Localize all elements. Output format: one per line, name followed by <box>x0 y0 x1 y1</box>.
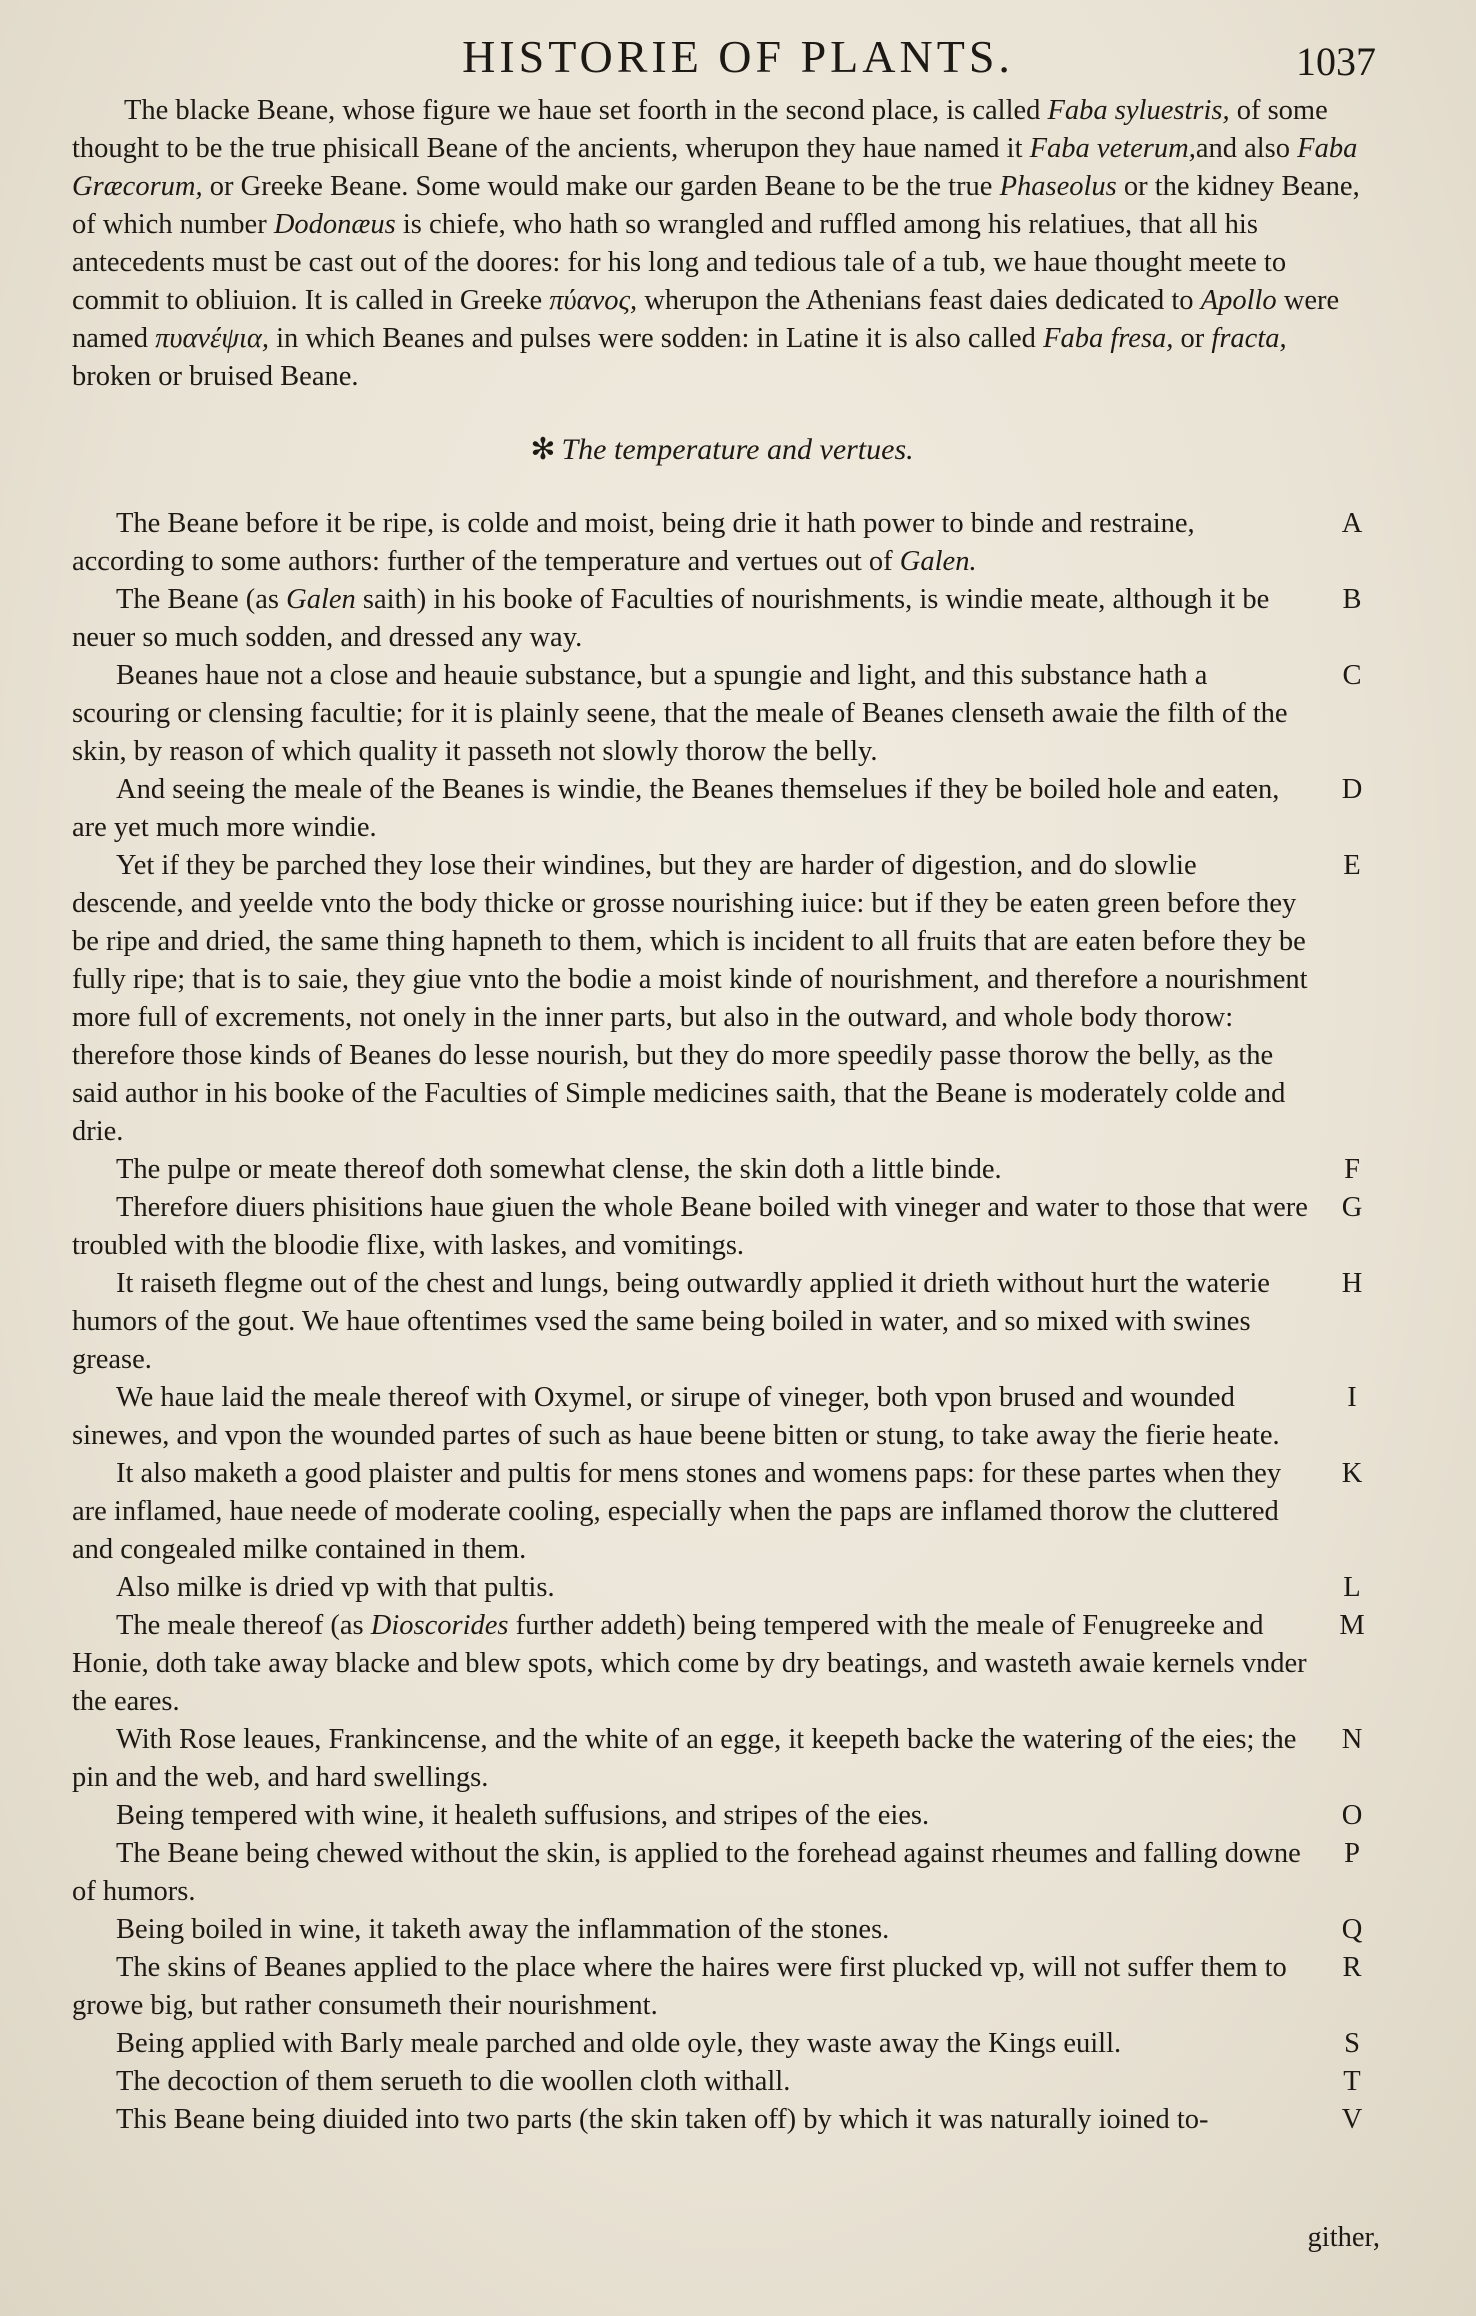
entry-i <box>72 1379 1372 1455</box>
entry-m <box>72 1607 1372 1721</box>
entry-a <box>72 505 1372 581</box>
entry-text: Being boiled in wine, it taketh away the inflammation of the stones. <box>116 1914 890 1945</box>
entry-text: Therefore diuers phisitions haue giuen the whole Beane boiled with vineger and water to those that were troubled with the bloodie flixe, with laskes, and vomitings. <box>72 1192 1308 1261</box>
text-run: or <box>1173 323 1212 354</box>
italic-term: Galen. <box>899 546 977 577</box>
text-run: or the kidney Beane, of which number <box>72 171 1360 240</box>
entry-d <box>72 771 1372 847</box>
margin-letter: L <box>1343 1572 1361 1603</box>
italic-term: Apollo <box>1200 285 1277 316</box>
page-header <box>60 30 1416 90</box>
entry-text: We haue laid the meale thereof with Oxymel, or sirupe of vineger, both vpon brused and wounded sinewes, and vpon the wounded partes of such as haue beene bitten or stung, to take away the fierie heate. <box>72 1382 1280 1451</box>
margin-letter: D <box>1341 774 1363 805</box>
margin-letter: E <box>1343 850 1361 881</box>
text-run: The blacke Beane, whose figure we haue set foorth in the second place, is called <box>124 95 1048 126</box>
entry-b <box>72 581 1372 657</box>
entry-text: The meale thereof (as <box>116 1610 371 1641</box>
italic-term: Faba fresa, <box>1043 323 1174 354</box>
italic-term: Dioscorides <box>370 1610 509 1641</box>
entry-text: Beanes haue not a close and heauie substance, but a spungie and light, and this substance hath a scouring or clensing facultie; for it is plainly seene, that the meale of Beanes clenseth awaie the filth of the skin, by reason of which quality it passeth not slowly thorow the belly. <box>72 660 1288 767</box>
entry-text: Yet if they be parched they lose their windines, but they are harder of digestion, and do slowlie descende, and yeelde vnto the body thicke or grosse nourishing iuice: but if they be eaten green before they be ripe and dried, the same thing hapneth to them, which is incident to all fruits that are eaten before they be fully ripe; that is to saie, they giue vnto the bodie a moist kinde of nourishment, and therefore a nourishment more full of excrements, not onely in the inner parts, but also in the outward, and whole body thorow: therefore those kinds of Beanes do lesse nourish, but they do more speedily passe thorow the belly, as the said author in his booke of the Faculties of Simple medicines saith, that the Beane is moderately colde and drie. <box>72 850 1308 1147</box>
entry-text: Being applied with Barly meale parched and olde oyle, they waste away the Kings euill. <box>116 2028 1122 2059</box>
margin-letter: O <box>1341 1800 1363 1831</box>
margin-letter: R <box>1342 1952 1362 1983</box>
margin-letter: S <box>1344 2028 1360 2059</box>
entry-text: The Beane before it be ripe, is colde and moist, being drie it hath power to binde and restraine, according to some authors: further of the temperature and vertues out of <box>72 508 1195 577</box>
entry-g <box>72 1189 1372 1265</box>
margin-letter: T <box>1343 2066 1361 2097</box>
greek-term: πύανος, <box>549 285 638 316</box>
margin-letter: F <box>1344 1154 1360 1185</box>
catchword: gither, <box>1307 2222 1380 2253</box>
entry-text: further addeth) being tempered with the meale of Fenugreeke and Honie, doth take away blacke and blew spots, which come by dry beatings, and wasteth awaie kernels vnder the eares. <box>72 1610 1307 1717</box>
text-run: of some thought to be the true phisicall Beane of the ancients, wherupon they haue named it <box>72 95 1328 164</box>
entry-text: It also maketh a good plaister and pultis for mens stones and womens paps: for these partes when they are inflamed, haue neede of moderate cooling, especially when the paps are inflamed thorow the cluttered and congealed milke contained in them. <box>72 1458 1282 1565</box>
section-title: The temperature and vertues. <box>561 433 914 466</box>
entry-text: Being tempered with wine, it healeth suffusions, and stripes of the eies. <box>116 1800 930 1831</box>
entry-text: The skins of Beanes applied to the place where the haires were first plucked vp, will not suffer them to growe big, but rather consumeth their nourishment. <box>72 1952 1287 2021</box>
entry-text: And seeing the meale of the Beanes is windie, the Beanes themselues if they be boiled hole and eaten, are yet much more windie. <box>72 774 1280 843</box>
text-run: is chiefe, who hath so wrangled and ruffled among his relatiues, that all his antecedents must be cast out of the doores: for his long and tedious tale of a tub, we haue thought meete to commit to obliuion. It is called in Greeke <box>72 209 1287 316</box>
margin-letter: K <box>1341 1458 1363 1489</box>
entry-text: The Beane being chewed without the skin, is applied to the forehead against rheumes and falling downe of humors. <box>72 1838 1301 1907</box>
greek-term: πυανέψια, <box>155 323 269 354</box>
text-run: or Greeke Beane. Some would make our garden Beane to be the true <box>202 171 1000 202</box>
page-text <box>72 92 1372 2139</box>
margin-letter: H <box>1341 1268 1363 1299</box>
italic-term: Faba veterum, <box>1029 133 1196 164</box>
italic-term: Phaseolus <box>999 171 1117 202</box>
italic-term: Galen <box>286 584 356 615</box>
entry-n <box>72 1721 1372 1797</box>
entry-text: The Beane (as <box>116 584 287 615</box>
italic-term: Faba Græcorum, <box>72 133 1358 202</box>
italic-term: Dodonæus <box>273 209 396 240</box>
entry-k <box>72 1455 1372 1569</box>
text-run: wherupon the Athenians feast daies dedicated to <box>637 285 1201 316</box>
margin-letter: C <box>1342 660 1362 691</box>
entry-text: This Beane being diuided into two parts (the skin taken off) by which it was naturally ioined to- <box>116 2104 1209 2135</box>
entry-text: Also milke is dried vp with that pultis. <box>116 1572 555 1603</box>
entry-text: With Rose leaues, Frankincense, and the white of an egge, it keepeth backe the watering of the eies; the pin and the web, and hard swellings. <box>72 1724 1297 1793</box>
section-heading <box>72 432 1372 467</box>
text-run: and also <box>1195 133 1298 164</box>
entry-t <box>72 2063 1372 2101</box>
entry-text: saith) in his booke of Faculties of nourishments, is windie meate, although it be neuer so much sodden, and dressed any way. <box>72 584 1270 653</box>
text-run: in which Beanes and pulses were sodden: in Latine it is also called <box>269 323 1044 354</box>
entry-c <box>72 657 1372 771</box>
margin-letter: N <box>1341 1724 1363 1755</box>
entry-text: The pulpe or meate thereof doth somewhat clense, the skin doth a little binde. <box>116 1154 1002 1185</box>
entry-h <box>72 1265 1372 1379</box>
margin-letter: A <box>1341 508 1363 539</box>
entry-q <box>72 1911 1372 1949</box>
entry-o <box>72 1797 1372 1835</box>
vertues-list <box>72 505 1372 2139</box>
entry-e <box>72 847 1372 1151</box>
entry-l <box>72 1569 1372 1607</box>
entry-text: It raiseth flegme out of the chest and lungs, being outwardly applied it drieth without hurt the waterie humors of the gout. We haue oftentimes vsed the same being boiled in water, and so mixed with swines grease. <box>72 1268 1270 1375</box>
entry-v <box>72 2101 1372 2139</box>
margin-letter: Q <box>1341 1914 1363 1945</box>
entry-r <box>72 1949 1372 2025</box>
margin-letter: B <box>1342 584 1362 615</box>
margin-letter: V <box>1341 2104 1363 2135</box>
text-run: broken or bruised Beane. <box>72 361 359 392</box>
entry-s <box>72 2025 1372 2063</box>
margin-letter: G <box>1341 1192 1363 1223</box>
entry-text: The decoction of them serueth to die woollen cloth withall. <box>116 2066 791 2097</box>
italic-term: fracta, <box>1211 323 1287 354</box>
running-title: HISTORIE OF PLANTS. <box>462 31 1014 82</box>
margin-letter: I <box>1347 1382 1357 1413</box>
page-number: 1037 <box>1296 39 1376 84</box>
entry-p <box>72 1835 1372 1911</box>
fleuron-icon: ✻ <box>530 433 556 466</box>
intro-paragraph <box>72 92 1372 396</box>
margin-letter: M <box>1339 1610 1365 1641</box>
margin-letter: P <box>1344 1838 1360 1869</box>
text-run: were named <box>72 285 1340 354</box>
entry-f <box>72 1151 1372 1189</box>
italic-term: Faba syluestris, <box>1047 95 1230 126</box>
